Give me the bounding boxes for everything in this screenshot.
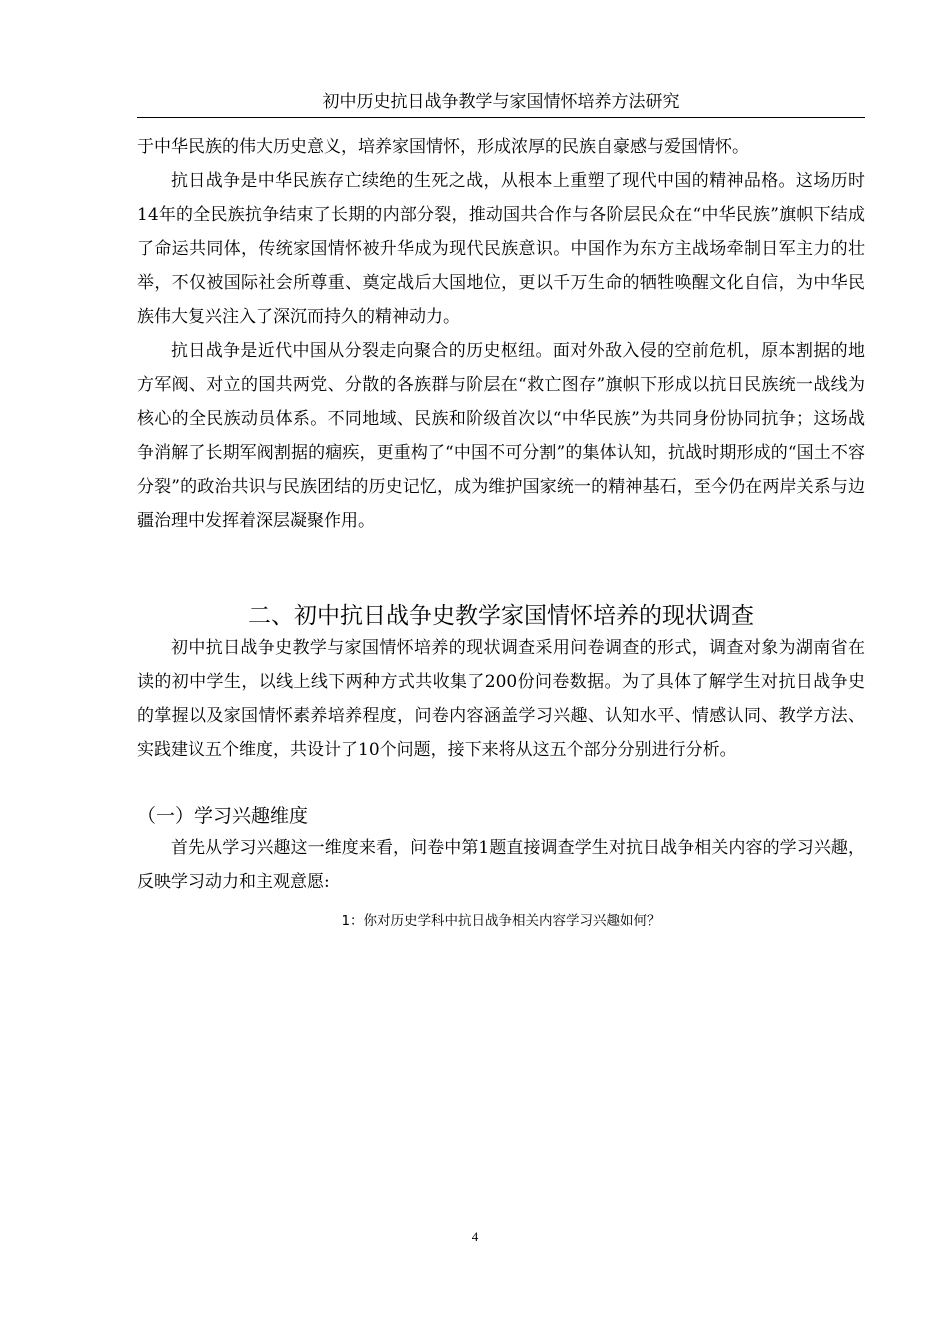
interest-body (137, 831, 865, 899)
subsection-heading: （一）学习兴趣维度 (137, 805, 309, 827)
continued-paragraph: 于中华民族的伟大历史意义，培养家国情怀，形成浓厚的民族自豪感与爱国情怀。 (137, 137, 749, 157)
paragraph-war-significance: 抗日战争是中华民族存亡续绝的生死之战，从根本上重塑了现代中国的精神品格。这场历时14年的全民族抗争结束了长期的内部分裂，推动国共合作与各阶层民众在“中华民族”旗帜下结成了命运共同体，传统家国情怀被升华成为现代民族意识。中国作为东方主战场牵制日军主力的壮举，不仅被国际社会所尊重、奠定战后大国地位，更以千万生命的牺牲唤醒文化自信，为中华民族伟大复兴注入了深沉而持久的精神动力。 (137, 171, 865, 327)
paragraph-national-unity: 抗日战争是近代中国从分裂走向聚合的历史枢纽。面对外敌入侵的空前危机，原本割据的地方军阀、对立的国共两党、分散的各族群与阶层在“救亡图存”旗帜下形成以抗日民族统一战线为核心的全民族动员体系。不同地域、民族和阶级首次以“中华民族”为共同身份协同抗争；这场战争消解了长期军阀割据的痼疾，更重构了“中国不可分割”的集体认知，抗战时期形成的“国土不容分裂”的政治共识与民族团结的历史记忆，成为维护国家统一的精神基石，至今仍在两岸关系与边疆治理中发挥着深层凝聚作用。 (137, 341, 865, 531)
running-header: 初中历史抗日战争教学与家国情怀培养方法研究 (137, 89, 865, 118)
survey-intro-body (137, 631, 865, 767)
section-heading: 二、初中抗日战争史教学家国情怀培养的现状调查 (248, 603, 754, 629)
question-caption: 1：你对历史学科中抗日战争相关内容学习兴趣如何？ (341, 913, 661, 929)
paragraph-interest: 首先从学习兴趣这一维度来看，问卷中第1题直接调查学生对抗日战争相关内容的学习兴趣，反映学习动力和主观意愿: (137, 838, 865, 892)
page-number: 4 (471, 1229, 479, 1244)
paragraph-survey-intro: 初中抗日战争史教学与家国情怀培养的现状调查采用问卷调查的形式，调查对象为湖南省在读的初中学生，以线上线下两种方式共收集了200份问卷数据。为了具体了解学生对抗日战争史的掌握以及家国情怀素养培养程度，问卷内容涵盖学习兴趣、认知水平、情感认同、教学方法、实践建议五个维度，共设计了10个问题，接下来将从这五个部分分别进行分析。 (137, 638, 865, 760)
section-one-body (137, 130, 865, 538)
